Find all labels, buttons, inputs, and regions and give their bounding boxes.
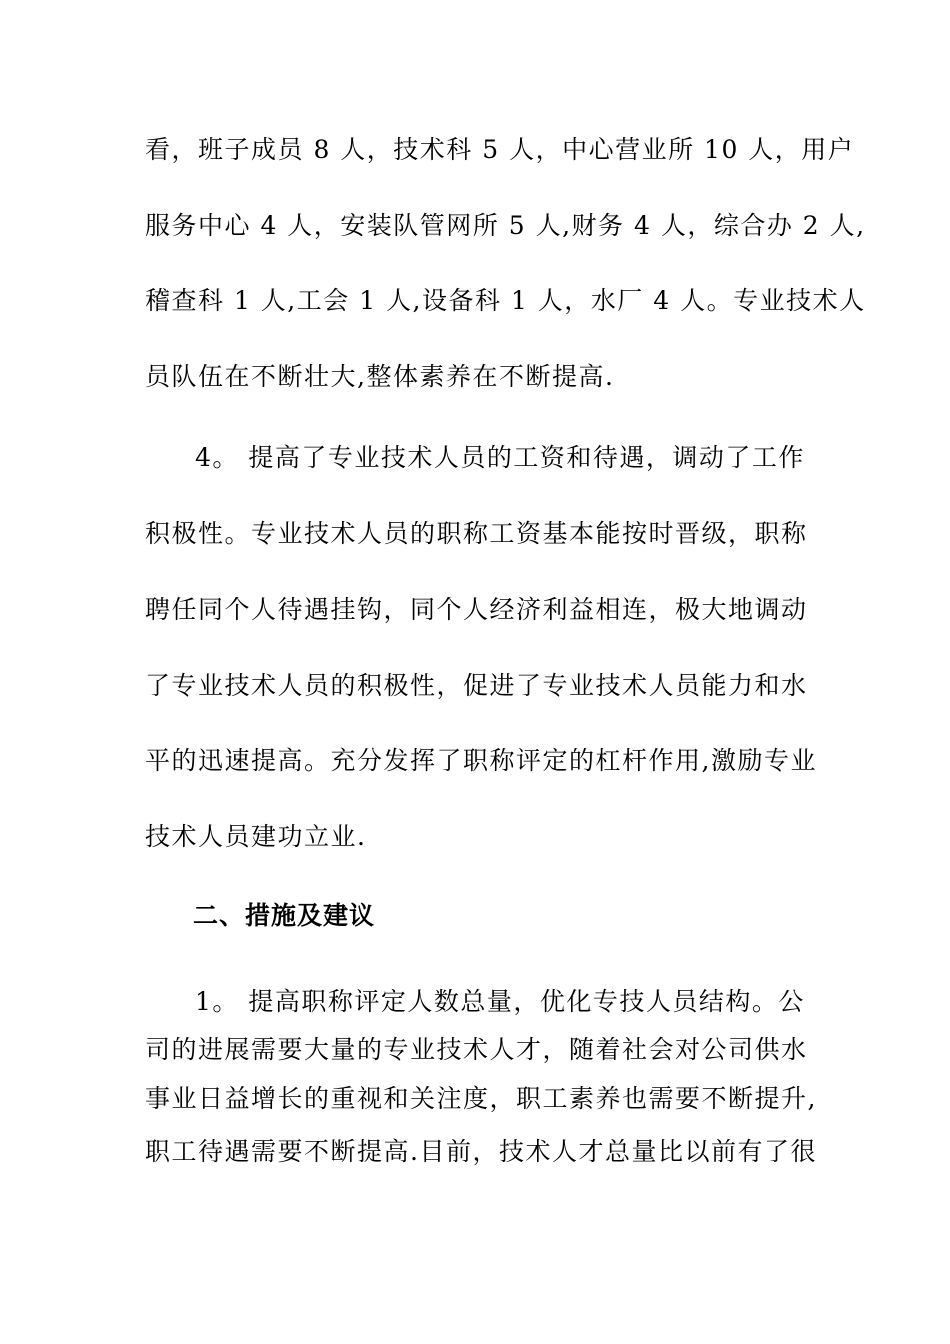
paragraph-line: 看，班子成员 8 人，技术科 5 人，中心营业所 10 人，用户 — [145, 135, 855, 164]
paragraph-line: 积极性。专业技术人员的职称工资基本能按时晋级，职称 — [145, 519, 808, 548]
paragraph-line: 聘任同个人待遇挂钩，同个人经济利益相连，极大地调动 — [145, 595, 808, 624]
paragraph-line: 技术人员建功立业. — [145, 822, 367, 851]
paragraph-line: 员队伍在不断壮大,整体素养在不断提高. — [145, 362, 615, 391]
paragraph-line: 事业日益增长的重视和关注度，职工素养也需要不断提升, — [145, 1084, 817, 1113]
paragraph-line: 服务中心 4 人，安装队管网所 5 人,财务 4 人，综合办 2 人, — [145, 211, 866, 240]
paragraph-line: 4。 提高了专业技术人员的工资和待遇，调动了工作 — [195, 443, 805, 472]
paragraph-line: 稽查科 1 人,工会 1 人,设备科 1 人，水厂 4 人。专业技术人 — [145, 286, 866, 315]
paragraph-line: 职工待遇需要不断提高.目前，技术人才总量比以前有了很 — [145, 1137, 817, 1166]
section-heading: 二、措施及建议 — [193, 901, 376, 930]
paragraph-line: 司的进展需要大量的专业技术人才，随着社会对公司供水 — [145, 1035, 808, 1064]
paragraph-line: 平的迅速提高。充分发挥了职称评定的杠杆作用,激励专业 — [145, 746, 817, 775]
paragraph-line: 1。 提高职称评定人数总量，优化专技人员结构。公 — [195, 987, 805, 1016]
paragraph-line: 了专业技术人员的积极性，促进了专业技术人员能力和水 — [145, 671, 808, 700]
